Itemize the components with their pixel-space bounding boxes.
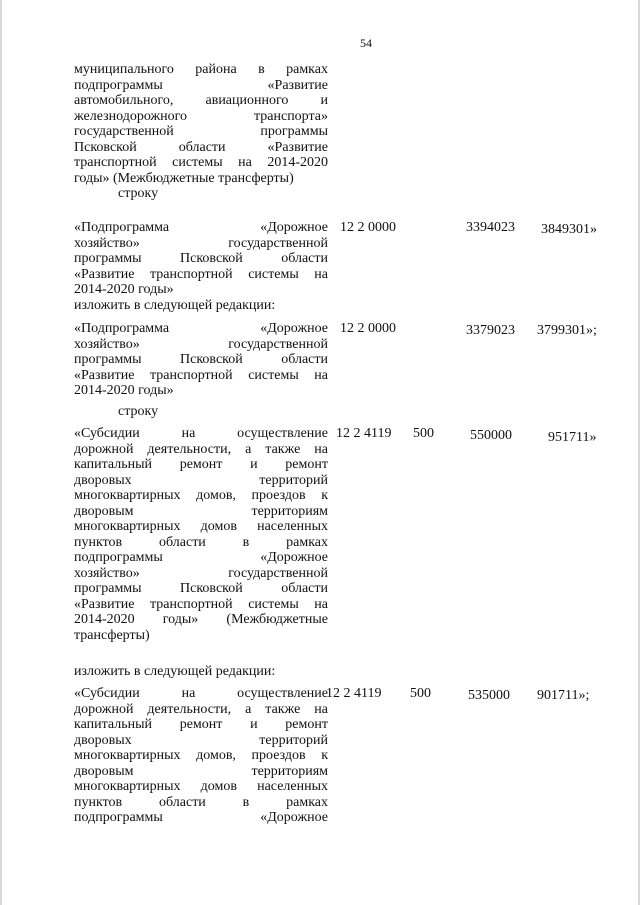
text-line: дворовым территориям [74, 763, 328, 779]
text-line: подпрограммы «Развитие [74, 77, 328, 93]
text-line: дворовым территориям [74, 503, 328, 519]
text-line: «Развитие транспортной системы на [74, 367, 328, 383]
text-line: программы Псковской области [74, 581, 328, 596]
row-description-old-subsidii [74, 426, 328, 643]
text-line: хозяйство» государственной [74, 336, 328, 352]
text-line: «Подпрограмма «Дорожное [74, 220, 328, 235]
text-line: подпрограммы «Дорожное [74, 810, 328, 825]
label-edit: изложить в следующей редакции: [74, 664, 276, 679]
text-line: пунктов области в рамках [74, 534, 328, 550]
text-line: «Субсидии на осуществление [74, 686, 328, 701]
text-line: дорожной деятельности, а также на [74, 441, 328, 457]
label-stroku: строку [118, 404, 159, 419]
row-description-old-dorozhnoe [74, 220, 328, 298]
text-line: дворовых территорий [74, 472, 328, 488]
row-code: 12 2 0000 [340, 321, 396, 336]
row-sum-2020: 3799301»; [537, 323, 597, 338]
text-line: хозяйство» государственной [74, 235, 328, 251]
row-sum-2019: 535000 [468, 688, 510, 703]
text-line: пунктов области в рамках [74, 794, 328, 810]
row-sum-2020: 3849301» [541, 222, 597, 237]
text-line: 2014-2020 годы» [74, 282, 174, 297]
text-line: «Подпрограмма «Дорожное [74, 321, 328, 336]
row-sum-2020: 901711»; [537, 688, 590, 703]
text-line: годы» (Межбюджетные трансферты) [74, 170, 294, 186]
label-stroku: строку [118, 186, 159, 201]
text-line: многоквартирных домов, проездов к [74, 488, 328, 503]
row-sum-2019: 3394023 [466, 220, 515, 235]
row-description-new-dorozhnoe [74, 321, 328, 399]
text-line: «Развитие транспортной системы на [74, 596, 328, 612]
row-code: 12 2 4119 [326, 686, 382, 701]
text-line: государственной программы [74, 124, 328, 139]
text-line: программы Псковской области [74, 352, 328, 367]
row-sum-2019: 3379023 [466, 323, 515, 338]
text-line: многоквартирных домов населенных [74, 519, 328, 534]
text-line: железнодорожного транспорта» [74, 108, 328, 124]
text-line: дорожной деятельности, а также на [74, 701, 328, 717]
row-sum-2019: 550000 [470, 428, 512, 443]
text-line: хозяйство» государственной [74, 565, 328, 581]
text-line: капитальный ремонт и ремонт [74, 717, 328, 732]
label-edit: изложить в следующей редакции: [74, 298, 276, 313]
text-line: трансферты) [74, 627, 150, 643]
text-line: «Субсидии на осуществление [74, 426, 328, 441]
text-line: «Развитие транспортной системы на [74, 266, 328, 282]
text-line: программы Псковской области [74, 251, 328, 266]
row-vr: 500 [413, 426, 434, 441]
row-sum-2020: 951711» [548, 430, 597, 445]
text-line: многоквартирных домов, проездов к [74, 748, 328, 763]
row-vr: 500 [410, 686, 431, 701]
text-line: транспортной системы на 2014-2020 [74, 155, 328, 170]
row-code: 12 2 4119 [336, 426, 392, 441]
row-description-continued [74, 62, 328, 186]
text-line: дворовых территорий [74, 732, 328, 748]
text-line: подпрограммы «Дорожное [74, 550, 328, 565]
text-line: автомобильного, авиационного и [74, 93, 328, 108]
text-line: 2014-2020 годы» [74, 383, 174, 398]
row-code: 12 2 0000 [340, 220, 396, 235]
page-number: 54 [360, 36, 372, 50]
row-description-new-subsidii [74, 686, 328, 826]
text-line: капитальный ремонт и ремонт [74, 457, 328, 472]
scan-edge-left [0, 0, 2, 905]
text-line: 2014-2020 годы» (Межбюджетные [74, 612, 328, 627]
text-line: муниципального района в рамках [74, 62, 328, 77]
text-line: многоквартирных домов населенных [74, 779, 328, 794]
text-line: Псковской области «Развитие [74, 139, 328, 155]
